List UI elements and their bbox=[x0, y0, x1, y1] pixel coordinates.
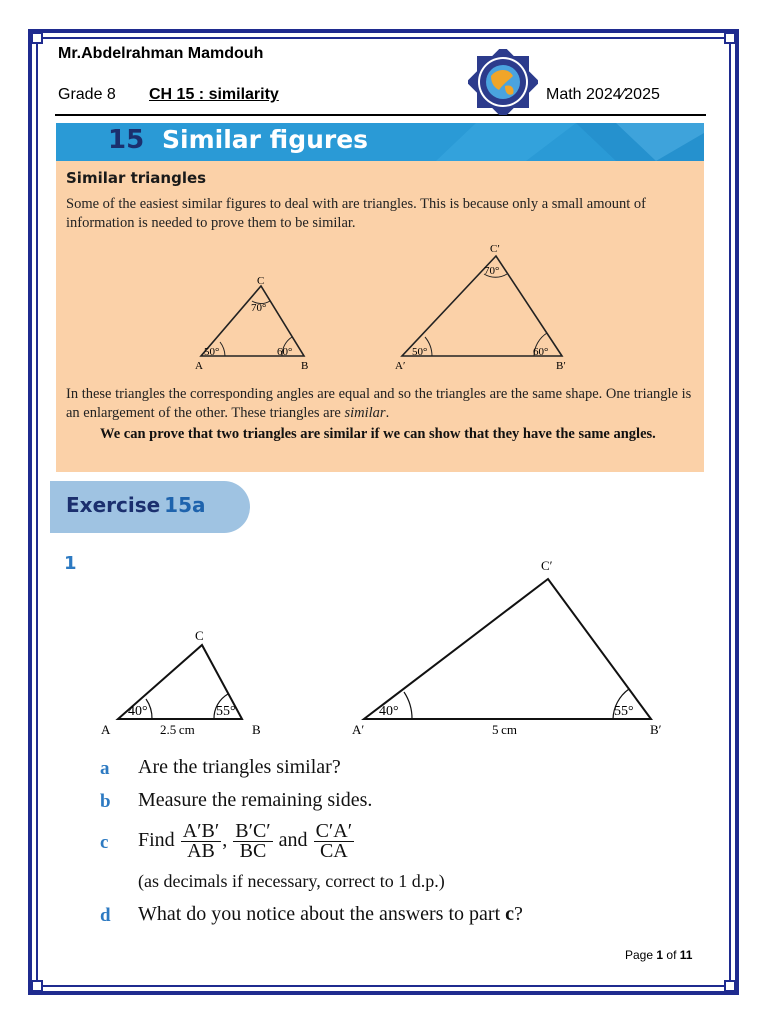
footer-of-word: of bbox=[666, 948, 677, 962]
intro-paragraph: Some of the easiest similar figures to deal with are triangles. This is because only a small amount of information is needed to prove them to be similar. bbox=[66, 196, 646, 231]
page-footer bbox=[625, 948, 692, 962]
part-d-text bbox=[138, 903, 523, 926]
ratio-fraction-ca bbox=[314, 822, 355, 861]
intro-small-vertex-a: A bbox=[195, 360, 203, 372]
intro-small-vertex-c: C bbox=[257, 275, 265, 287]
header-divider bbox=[55, 114, 706, 116]
question-large-vertex-c: C′ bbox=[541, 558, 553, 573]
key-statement: We can prove that two triangles are similar if we can show that they have the same angles. bbox=[100, 426, 656, 442]
subject-year-label: Math 2024⁄2025 bbox=[546, 86, 660, 103]
part-c-letter: c bbox=[100, 832, 109, 853]
intro-large-vertex-c: C′ bbox=[490, 243, 500, 255]
exercise-label bbox=[66, 493, 206, 517]
intro-small-angle-c: 70° bbox=[251, 302, 267, 314]
part-a-text: Are the triangles similar? bbox=[138, 756, 341, 778]
question-large-angle-b: 55° bbox=[614, 704, 634, 719]
intro-large-triangle bbox=[395, 243, 566, 372]
similarity-paragraph-text: In these triangles the corresponding angles are equal and so the triangles are the same shape. One triangle is an enlargement of the other. These triangles are bbox=[66, 386, 692, 421]
border-corner-bottom-left bbox=[31, 980, 43, 992]
part-b-text: Measure the remaining sides. bbox=[138, 789, 373, 811]
ratio-bc-denominator: BC bbox=[239, 840, 267, 862]
intro-large-angle-c: 70° bbox=[484, 265, 500, 277]
part-c-text bbox=[138, 822, 355, 861]
intro-large-angle-a: 50° bbox=[412, 346, 428, 358]
ratio-ab-numerator: A′B′ bbox=[182, 820, 220, 842]
ratio-bc-numerator: B′C′ bbox=[235, 820, 271, 842]
chapter-title: Similar figures bbox=[162, 125, 369, 154]
exercise-number: 15a bbox=[164, 493, 206, 517]
section-heading: Similar triangles bbox=[66, 169, 207, 187]
part-a-letter: a bbox=[100, 758, 110, 779]
intro-box bbox=[56, 161, 704, 472]
similarity-paragraph-end: . bbox=[385, 405, 390, 421]
grade-label: Grade 8 bbox=[58, 86, 116, 103]
part-c-find-word: Find bbox=[138, 829, 175, 852]
border-corner-top-left bbox=[31, 32, 43, 44]
intro-large-vertex-b: B′ bbox=[556, 360, 566, 372]
ratio-fraction-ab bbox=[181, 822, 222, 861]
part-d-letter: d bbox=[100, 905, 111, 926]
part-c-comma: , bbox=[222, 829, 228, 852]
question-small-vertex-a: A bbox=[101, 722, 111, 737]
question-large-vertex-a: A′ bbox=[352, 722, 365, 737]
question-large-angle-a: 40° bbox=[379, 704, 399, 719]
part-c-note: (as decimals if necessary, correct to 1 d.p.) bbox=[138, 871, 445, 891]
intro-small-angle-b: 60° bbox=[277, 346, 293, 358]
question-large-vertex-b: B′ bbox=[650, 722, 662, 737]
chapter-banner bbox=[56, 123, 704, 161]
intro-large-angle-b: 60° bbox=[533, 346, 549, 358]
question-large-side-ab: 5 cm bbox=[492, 722, 517, 737]
question-small-vertex-b: B bbox=[252, 722, 261, 737]
chapter-label: CH 15 : similarity bbox=[149, 86, 279, 103]
school-logo bbox=[468, 49, 538, 115]
part-d-end: ? bbox=[514, 903, 523, 925]
similarity-paragraph bbox=[66, 385, 696, 423]
footer-page-number: 1 bbox=[656, 948, 664, 962]
question-small-angle-b: 55° bbox=[216, 704, 236, 719]
exercise-header bbox=[50, 481, 250, 533]
ratio-ca-denominator: CA bbox=[319, 840, 348, 862]
exercise-word: Exercise bbox=[66, 493, 161, 517]
border-corner-bottom-right bbox=[724, 980, 736, 992]
question-number: 1 bbox=[64, 553, 77, 574]
question-small-side-ab: 2.5 cm bbox=[160, 722, 195, 737]
similar-term: similar bbox=[344, 405, 386, 421]
teacher-name: Mr.Abdelrahman Mamdouh bbox=[58, 45, 264, 62]
ratio-ab-denominator: AB bbox=[187, 840, 215, 862]
footer-page-word: Page bbox=[625, 948, 654, 962]
part-d-reference: c bbox=[505, 903, 515, 925]
border-corner-top-right bbox=[724, 32, 736, 44]
footer-page-total: 11 bbox=[679, 948, 693, 962]
question-small-angle-a: 40° bbox=[128, 704, 148, 719]
intro-large-vertex-a: A′ bbox=[395, 360, 406, 372]
banner-pattern bbox=[56, 123, 704, 161]
part-d-question: What do you notice about the answers to part bbox=[138, 903, 506, 925]
ratio-ca-numerator: C′A′ bbox=[315, 820, 353, 842]
chapter-number: 15 bbox=[108, 125, 145, 155]
part-b-letter: b bbox=[100, 791, 111, 812]
intro-small-angle-a: 50° bbox=[204, 346, 220, 358]
part-c-and-word: and bbox=[278, 829, 308, 852]
question-small-vertex-c: C bbox=[195, 628, 204, 643]
intro-small-triangle bbox=[195, 275, 308, 372]
intro-small-vertex-b: B bbox=[301, 360, 309, 372]
ratio-fraction-bc bbox=[233, 822, 272, 861]
